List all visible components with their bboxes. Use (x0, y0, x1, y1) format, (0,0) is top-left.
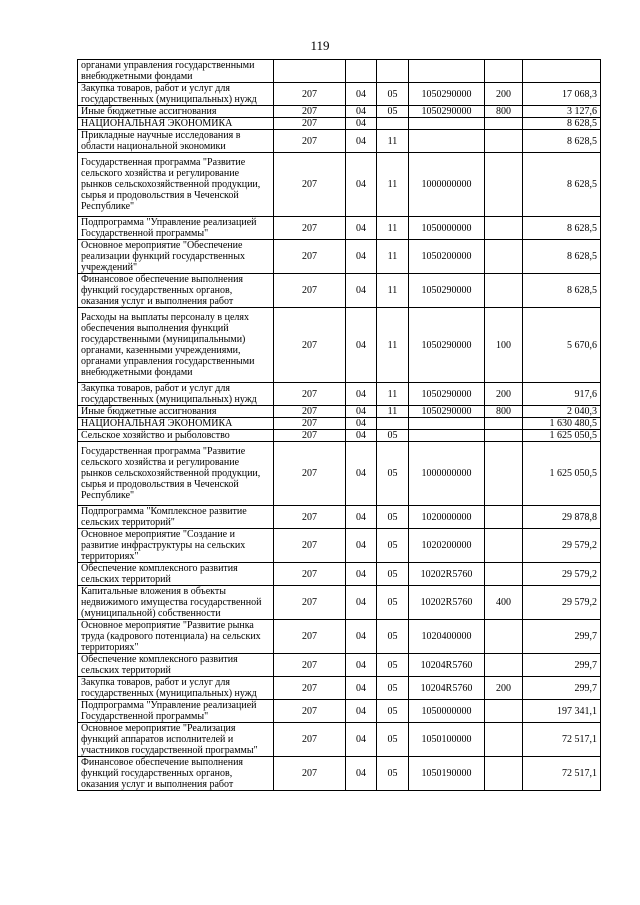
table-row (78, 383, 601, 406)
page-number: 119 (310, 38, 330, 53)
row-expense-type-cell: 200 (485, 383, 523, 406)
row-expense-type-cell: 400 (485, 586, 523, 620)
table-row (78, 677, 601, 700)
row-admin-code-cell: 207 (274, 563, 346, 586)
row-target-article-cell (409, 118, 485, 130)
row-amount-cell: 1 625 050,5 (523, 430, 601, 442)
table-row (78, 529, 601, 563)
row-expense-type-cell: 100 (485, 308, 523, 383)
row-subsection-cell: 05 (377, 723, 409, 757)
row-subsection-cell: 05 (377, 529, 409, 563)
row-expense-type-cell (485, 620, 523, 654)
row-expense-type-cell (485, 418, 523, 430)
row-target-article-cell: 1050290000 (409, 106, 485, 118)
row-name-cell: Подпрограмма "Управление реализацией Государственной программы" (78, 700, 274, 723)
row-target-article-cell: 1050290000 (409, 383, 485, 406)
row-expense-type-cell (485, 700, 523, 723)
budget-table-body (78, 60, 601, 791)
row-admin-code-cell: 207 (274, 757, 346, 791)
row-amount-cell: 8 628,5 (523, 240, 601, 274)
row-section-cell (346, 60, 377, 83)
row-section-cell: 04 (346, 723, 377, 757)
row-name-cell: Иные бюджетные ассигнования (78, 406, 274, 418)
row-target-article-cell: 1020400000 (409, 620, 485, 654)
row-target-article-cell: 1050000000 (409, 700, 485, 723)
row-expense-type-cell: 200 (485, 83, 523, 106)
row-expense-type-cell (485, 130, 523, 153)
row-section-cell: 04 (346, 406, 377, 418)
row-subsection-cell (377, 118, 409, 130)
row-target-article-cell: 1050190000 (409, 757, 485, 791)
row-section-cell: 04 (346, 418, 377, 430)
row-amount-cell: 8 628,5 (523, 153, 601, 217)
row-subsection-cell: 11 (377, 406, 409, 418)
row-name-cell: Расходы на выплаты персоналу в целях обеспечения выполнения функций государственными (муниципальными) органами, казенными учреждениями, органами управления государственными внебюджетными фондами (78, 308, 274, 383)
row-admin-code-cell: 207 (274, 418, 346, 430)
row-target-article-cell (409, 130, 485, 153)
row-admin-code-cell: 207 (274, 586, 346, 620)
row-target-article-cell: 1000000000 (409, 442, 485, 506)
row-subsection-cell: 05 (377, 106, 409, 118)
row-name-cell: Основное мероприятие "Развитие рынка труда (кадрового потенциала) на сельских территориях" (78, 620, 274, 654)
row-section-cell: 04 (346, 106, 377, 118)
row-expense-type-cell (485, 430, 523, 442)
row-name-cell: Государственная программа "Развитие сельского хозяйства и регулирование рынков сельскохозяйственной продукции, сырья и продовольствия в Чеченской Республике" (78, 153, 274, 217)
row-amount-cell: 29 579,2 (523, 563, 601, 586)
row-subsection-cell: 11 (377, 383, 409, 406)
row-name-cell: Прикладные научные исследования в области национальной экономики (78, 130, 274, 153)
row-amount-cell: 299,7 (523, 620, 601, 654)
row-expense-type-cell: 200 (485, 677, 523, 700)
row-admin-code-cell: 207 (274, 723, 346, 757)
row-admin-code-cell: 207 (274, 700, 346, 723)
row-target-article-cell: 1050000000 (409, 217, 485, 240)
table-row (78, 60, 601, 83)
row-section-cell: 04 (346, 677, 377, 700)
row-subsection-cell: 11 (377, 308, 409, 383)
table-row (78, 563, 601, 586)
row-subsection-cell: 05 (377, 586, 409, 620)
row-subsection-cell: 11 (377, 153, 409, 217)
row-amount-cell: 72 517,1 (523, 757, 601, 791)
table-row (78, 654, 601, 677)
row-section-cell: 04 (346, 308, 377, 383)
row-admin-code-cell: 207 (274, 274, 346, 308)
row-expense-type-cell (485, 654, 523, 677)
row-admin-code-cell: 207 (274, 240, 346, 274)
row-amount-cell: 8 628,5 (523, 217, 601, 240)
row-target-article-cell: 1050200000 (409, 240, 485, 274)
row-name-cell: Финансовое обеспечение выполнения функций государственных органов, оказания услуг и выполнения работ (78, 274, 274, 308)
row-target-article-cell (409, 60, 485, 83)
row-amount-cell: 29 878,8 (523, 506, 601, 529)
table-row (78, 217, 601, 240)
row-amount-cell: 8 628,5 (523, 130, 601, 153)
row-admin-code-cell: 207 (274, 620, 346, 654)
row-admin-code-cell: 207 (274, 308, 346, 383)
table-row (78, 106, 601, 118)
row-target-article-cell: 1050290000 (409, 83, 485, 106)
row-subsection-cell: 05 (377, 506, 409, 529)
row-amount-cell: 8 628,5 (523, 118, 601, 130)
row-target-article-cell: 10202R5760 (409, 563, 485, 586)
row-expense-type-cell (485, 217, 523, 240)
table-row (78, 506, 601, 529)
row-target-article-cell: 1000000000 (409, 153, 485, 217)
row-section-cell: 04 (346, 83, 377, 106)
row-section-cell: 04 (346, 529, 377, 563)
table-row (78, 308, 601, 383)
row-amount-cell: 1 625 050,5 (523, 442, 601, 506)
row-name-cell: Закупка товаров, работ и услуг для государственных (муниципальных) нужд (78, 83, 274, 106)
row-name-cell: НАЦИОНАЛЬНАЯ ЭКОНОМИКА (78, 418, 274, 430)
row-admin-code-cell: 207 (274, 383, 346, 406)
row-expense-type-cell: 800 (485, 106, 523, 118)
row-section-cell: 04 (346, 700, 377, 723)
row-expense-type-cell (485, 442, 523, 506)
table-row (78, 620, 601, 654)
row-subsection-cell: 05 (377, 620, 409, 654)
row-name-cell: Сельское хозяйство и рыболовство (78, 430, 274, 442)
row-section-cell: 04 (346, 586, 377, 620)
row-expense-type-cell (485, 757, 523, 791)
row-subsection-cell (377, 418, 409, 430)
row-expense-type-cell (485, 118, 523, 130)
row-subsection-cell: 05 (377, 677, 409, 700)
row-amount-cell: 1 630 480,5 (523, 418, 601, 430)
row-subsection-cell: 05 (377, 430, 409, 442)
row-section-cell: 04 (346, 563, 377, 586)
row-name-cell: Закупка товаров, работ и услуг для государственных (муниципальных) нужд (78, 383, 274, 406)
row-target-article-cell: 1020200000 (409, 529, 485, 563)
row-section-cell: 04 (346, 383, 377, 406)
row-name-cell: Подпрограмма "Управление реализацией Государственной программы" (78, 217, 274, 240)
row-section-cell: 04 (346, 118, 377, 130)
row-subsection-cell (377, 60, 409, 83)
row-target-article-cell: 1050100000 (409, 723, 485, 757)
row-name-cell: Основное мероприятие "Обеспечение реализации функций государственных учреждений" (78, 240, 274, 274)
table-row (78, 430, 601, 442)
row-target-article-cell: 1050290000 (409, 406, 485, 418)
row-amount-cell: 29 579,2 (523, 586, 601, 620)
row-expense-type-cell (485, 723, 523, 757)
row-subsection-cell: 05 (377, 442, 409, 506)
row-amount-cell: 197 341,1 (523, 700, 601, 723)
row-amount-cell (523, 60, 601, 83)
row-section-cell: 04 (346, 274, 377, 308)
row-expense-type-cell (485, 153, 523, 217)
row-subsection-cell: 11 (377, 130, 409, 153)
row-expense-type-cell: 800 (485, 406, 523, 418)
table-row (78, 118, 601, 130)
row-admin-code-cell (274, 60, 346, 83)
row-name-cell: органами управления государственными внебюджетными фондами (78, 60, 274, 83)
row-amount-cell: 17 068,3 (523, 83, 601, 106)
table-row (78, 700, 601, 723)
row-section-cell: 04 (346, 620, 377, 654)
row-expense-type-cell (485, 240, 523, 274)
row-target-article-cell: 10202R5760 (409, 586, 485, 620)
row-amount-cell: 917,6 (523, 383, 601, 406)
row-subsection-cell: 05 (377, 700, 409, 723)
row-name-cell: Обеспечение комплексного развития сельских территорий (78, 563, 274, 586)
row-section-cell: 04 (346, 240, 377, 274)
row-target-article-cell (409, 418, 485, 430)
row-expense-type-cell (485, 529, 523, 563)
row-admin-code-cell: 207 (274, 130, 346, 153)
table-row (78, 406, 601, 418)
row-section-cell: 04 (346, 506, 377, 529)
row-admin-code-cell: 207 (274, 654, 346, 677)
row-target-article-cell: 10204R5760 (409, 654, 485, 677)
row-name-cell: Основное мероприятие "Создание и развитие инфраструктуры на сельских территориях" (78, 529, 274, 563)
row-subsection-cell: 11 (377, 240, 409, 274)
row-expense-type-cell (485, 506, 523, 529)
row-target-article-cell: 1020000000 (409, 506, 485, 529)
row-amount-cell: 8 628,5 (523, 274, 601, 308)
row-amount-cell: 2 040,3 (523, 406, 601, 418)
row-admin-code-cell: 207 (274, 83, 346, 106)
row-amount-cell: 299,7 (523, 677, 601, 700)
table-row (78, 83, 601, 106)
row-name-cell: Закупка товаров, работ и услуг для государственных (муниципальных) нужд (78, 677, 274, 700)
row-name-cell: Иные бюджетные ассигнования (78, 106, 274, 118)
row-section-cell: 04 (346, 153, 377, 217)
row-admin-code-cell: 207 (274, 217, 346, 240)
row-section-cell: 04 (346, 217, 377, 240)
row-admin-code-cell: 207 (274, 406, 346, 418)
table-row (78, 240, 601, 274)
row-admin-code-cell: 207 (274, 506, 346, 529)
row-admin-code-cell: 207 (274, 106, 346, 118)
row-name-cell: Подпрограмма "Комплексное развитие сельских территорий" (78, 506, 274, 529)
row-name-cell: НАЦИОНАЛЬНАЯ ЭКОНОМИКА (78, 118, 274, 130)
row-admin-code-cell: 207 (274, 529, 346, 563)
row-expense-type-cell (485, 563, 523, 586)
table-row (78, 757, 601, 791)
table-row (78, 442, 601, 506)
row-amount-cell: 3 127,6 (523, 106, 601, 118)
row-target-article-cell: 10204R5760 (409, 677, 485, 700)
row-expense-type-cell (485, 274, 523, 308)
row-target-article-cell: 1050290000 (409, 308, 485, 383)
row-admin-code-cell: 207 (274, 442, 346, 506)
row-section-cell: 04 (346, 430, 377, 442)
row-subsection-cell: 11 (377, 274, 409, 308)
row-amount-cell: 299,7 (523, 654, 601, 677)
row-admin-code-cell: 207 (274, 153, 346, 217)
row-section-cell: 04 (346, 757, 377, 791)
table-row (78, 130, 601, 153)
table-row (78, 153, 601, 217)
table-row (78, 274, 601, 308)
row-target-article-cell (409, 430, 485, 442)
row-subsection-cell: 05 (377, 654, 409, 677)
row-section-cell: 04 (346, 130, 377, 153)
row-subsection-cell: 05 (377, 563, 409, 586)
table-row (78, 586, 601, 620)
budget-table (77, 59, 601, 791)
row-subsection-cell: 05 (377, 757, 409, 791)
row-name-cell: Финансовое обеспечение выполнения функций государственных органов, оказания услуг и выполнения работ (78, 757, 274, 791)
row-target-article-cell: 1050290000 (409, 274, 485, 308)
row-amount-cell: 5 670,6 (523, 308, 601, 383)
row-name-cell: Обеспечение комплексного развития сельских территорий (78, 654, 274, 677)
row-name-cell: Государственная программа "Развитие сельского хозяйства и регулирование рынков сельскохозяйственной продукции, сырья и продовольствия в Чеченской Республике" (78, 442, 274, 506)
row-admin-code-cell: 207 (274, 118, 346, 130)
row-expense-type-cell (485, 60, 523, 83)
row-subsection-cell: 05 (377, 83, 409, 106)
row-section-cell: 04 (346, 442, 377, 506)
row-amount-cell: 29 579,2 (523, 529, 601, 563)
table-row (78, 723, 601, 757)
row-name-cell: Основное мероприятие "Реализация функций аппаратов исполнителей и участников государственной программы" (78, 723, 274, 757)
row-name-cell: Капитальные вложения в объекты недвижимого имущества государственной (муниципальной) собственности (78, 586, 274, 620)
row-section-cell: 04 (346, 654, 377, 677)
row-admin-code-cell: 207 (274, 677, 346, 700)
row-admin-code-cell: 207 (274, 430, 346, 442)
row-subsection-cell: 11 (377, 217, 409, 240)
row-amount-cell: 72 517,1 (523, 723, 601, 757)
table-row (78, 418, 601, 430)
